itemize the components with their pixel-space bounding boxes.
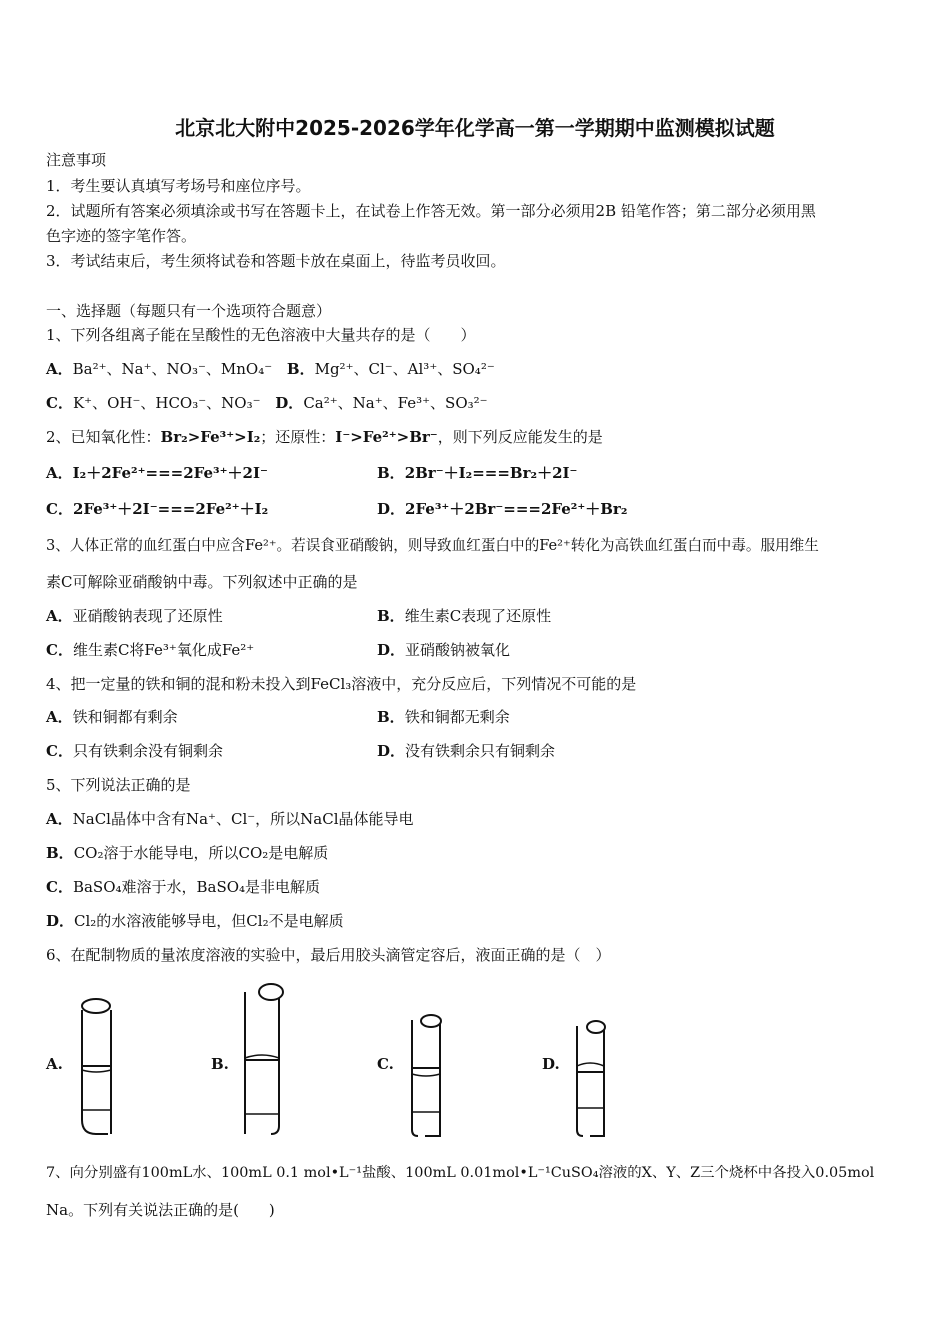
- option-label: B．: [377, 708, 405, 726]
- option-label: C．: [46, 742, 73, 760]
- question-3-option-b: [377, 606, 551, 626]
- option-label: C．: [46, 878, 73, 896]
- option-a: 亚硝酸钠表现了还原性: [72, 607, 223, 625]
- question-7-stem-line1: 7、向分别盛有100mL水、100mL 0.1 mol•L⁻¹盐酸、100mL 0.01mol•L⁻¹CuSO₄溶液的X、Y、Z三个烧杯中各投入0.05mol: [46, 1165, 875, 1181]
- question-4-option-c: [46, 741, 223, 761]
- option-b: 2Br⁻＋I₂===Br₂＋2I⁻: [404, 464, 578, 482]
- option-label: A．: [46, 360, 73, 378]
- question-4-option-b: [377, 707, 510, 727]
- volumetric-flask-neck-c: [405, 1012, 447, 1140]
- option-label: A．: [46, 464, 73, 482]
- question-2-option-c: [46, 499, 268, 519]
- option-label: C．: [46, 394, 73, 412]
- option-c: K⁺、OH⁻、HCO₃⁻、NO₃⁻: [72, 394, 261, 412]
- option-a: I₂＋2Fe²⁺===2Fe³⁺＋2I⁻: [72, 464, 268, 482]
- question-5-option-a: [46, 809, 414, 829]
- option-b: CO₂溶于水能导电，所以CO₂是电解质: [73, 844, 329, 862]
- option-label: D．: [377, 500, 406, 518]
- question-1-options-cd: [46, 393, 488, 413]
- question-3-option-a: [46, 606, 223, 626]
- option-label: B．: [377, 607, 405, 625]
- question-4-stem: 4、把一定量的铁和铜的混和粉未投入到FeCl₃溶液中，充分反应后，下列情况不可能的是: [46, 675, 637, 693]
- stem-part: ，则下列反应能发生的是: [437, 428, 603, 446]
- question-3-option-c: [46, 640, 254, 660]
- question-1-stem: 1、下列各组离子能在呈酸性的无色溶液中大量共存的是（ ）: [46, 326, 476, 344]
- option-d: 亚硝酸钠被氧化: [405, 641, 511, 659]
- option-label: B．: [286, 360, 315, 378]
- option-a: Ba²⁺、Na⁺、NO₃⁻、MnO₄⁻: [72, 360, 273, 378]
- stem-formula: I⁻>Fe²⁺>Br⁻: [335, 428, 438, 446]
- question-2-option-d: [377, 499, 627, 519]
- option-c: 只有铁剩余没有铜剩余: [72, 742, 223, 760]
- option-label: D．: [275, 394, 304, 412]
- question-2-stem: [46, 427, 603, 447]
- question-5-option-d: [46, 911, 344, 931]
- option-label: D．: [377, 742, 406, 760]
- notice-item-2-cont: 色字迹的签字笔作答。: [46, 227, 197, 245]
- figure-label-c: C.: [377, 1055, 394, 1073]
- notice-item-1: 1．考生要认真填写考场号和座位序号。: [46, 177, 311, 195]
- question-4-option-a: [46, 707, 178, 727]
- volumetric-flask-neck-b: [239, 982, 289, 1140]
- option-b: 维生素C表现了还原性: [404, 607, 552, 625]
- option-label: D．: [46, 912, 75, 930]
- notice-heading: 注意事项: [46, 151, 107, 169]
- option-label: C．: [46, 500, 73, 518]
- question-3-stem-line1: 3、人体正常的血红蛋白中应含Fe²⁺。若误食亚硝酸钠，则导致血红蛋白中的Fe²⁺转化为高铁血红蛋白而中毒。服用维生: [46, 537, 819, 554]
- option-label: A．: [46, 607, 73, 625]
- option-a: NaCl晶体中含有Na⁺、Cl⁻，所以NaCl晶体能导电: [72, 810, 414, 828]
- option-a: 铁和铜都有剩余: [72, 708, 178, 726]
- question-3-option-d: [377, 640, 510, 660]
- option-label: C．: [46, 641, 73, 659]
- option-d: Ca²⁺、Na⁺、Fe³⁺、SO₃²⁻: [303, 394, 488, 412]
- volumetric-flask-neck-d: [570, 1018, 612, 1140]
- stem-part: ；还原性：: [260, 428, 336, 446]
- stem-part: 2、已知氧化性：: [46, 428, 161, 446]
- option-label: B．: [377, 464, 405, 482]
- question-5-option-b: [46, 843, 328, 863]
- option-label: A．: [46, 708, 73, 726]
- stem-formula: Br₂>Fe³⁺>I₂: [160, 428, 261, 446]
- option-b: Mg²⁺、Cl⁻、Al³⁺、SO₄²⁻: [314, 360, 495, 378]
- option-c: 维生素C将Fe³⁺氧化成Fe²⁺: [72, 641, 255, 659]
- option-c: BaSO₄难溶于水，BaSO₄是非电解质: [72, 878, 321, 896]
- option-d: Cl₂的水溶液能够导电，但Cl₂不是电解质: [74, 912, 344, 930]
- option-label: B．: [46, 844, 74, 862]
- option-label: D．: [377, 641, 406, 659]
- notice-item-3: 3．考试结束后，考生须将试卷和答题卡放在桌面上，待监考员收回。: [46, 252, 506, 270]
- option-b: 铁和铜都无剩余: [404, 708, 510, 726]
- option-d: 没有铁剩余只有铜剩余: [405, 742, 556, 760]
- question-5-option-c: [46, 877, 320, 897]
- option-d: 2Fe³⁺＋2Br⁻===2Fe²⁺＋Br₂: [405, 500, 628, 518]
- question-1-options-ab: [46, 359, 495, 379]
- question-6-stem: 6、在配制物质的量浓度溶液的实验中，最后用胶头滴管定容后，液面正确的是（ ）: [46, 946, 611, 964]
- volumetric-flask-neck-a: [74, 996, 120, 1140]
- page-title: 北京北大附中2025-2026学年化学高一第一学期期中监测模拟试题: [175, 116, 775, 140]
- question-5-stem: 5、下列说法正确的是: [46, 776, 191, 794]
- figure-label-b: B.: [211, 1055, 229, 1073]
- question-2-option-a: [46, 463, 268, 483]
- notice-item-2: 2．试题所有答案必须填涂或书写在答题卡上，在试卷上作答无效。第一部分必须用2B 铅笔作答；第二部分必须用黑: [46, 202, 816, 220]
- question-4-option-d: [377, 741, 555, 761]
- section-heading: 一、选择题（每题只有一个选项符合题意）: [46, 302, 332, 320]
- question-3-stem-line2: 素C可解除亚硝酸钠中毒。下列叙述中正确的是: [46, 573, 358, 591]
- option-c: 2Fe³⁺＋2I⁻===2Fe²⁺＋I₂: [72, 500, 269, 518]
- question-7-stem-line2: Na。下列有关说法正确的是( ): [46, 1201, 275, 1219]
- question-2-option-b: [377, 463, 577, 483]
- figure-label-d: D.: [542, 1055, 560, 1073]
- figure-label-a: A.: [46, 1055, 63, 1073]
- option-label: A．: [46, 810, 73, 828]
